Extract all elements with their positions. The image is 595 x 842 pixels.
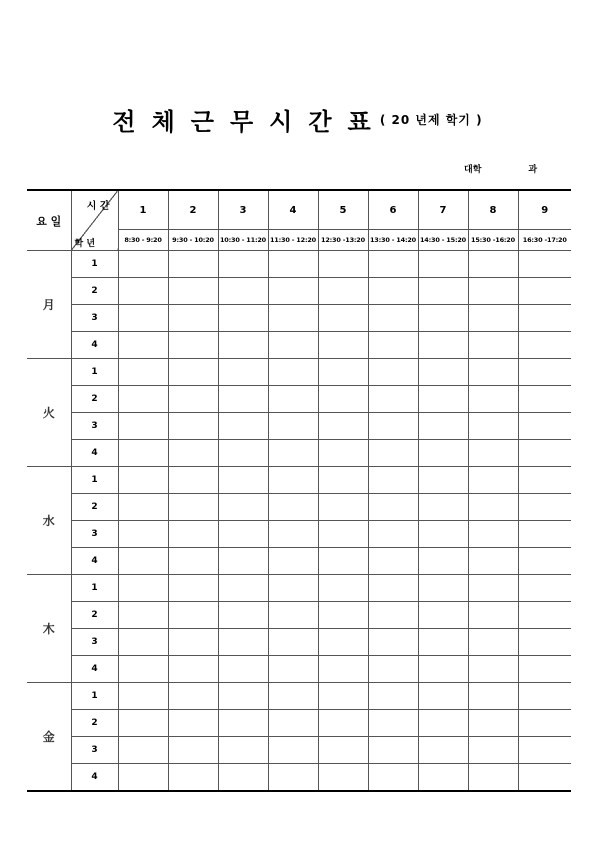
schedule-slot[interactable]	[418, 494, 468, 521]
table-row	[27, 737, 571, 764]
schedule-slot[interactable]	[218, 305, 268, 332]
college-label: 대학	[464, 165, 482, 175]
table-row	[27, 548, 571, 575]
schedule-slot[interactable]	[368, 629, 418, 656]
schedule-slot[interactable]	[468, 683, 518, 710]
schedule-slot[interactable]	[268, 494, 318, 521]
grade-cell: 2	[71, 278, 118, 305]
table-row	[27, 683, 571, 710]
period-number: 2	[168, 190, 218, 230]
schedule-slot[interactable]	[318, 710, 368, 737]
schedule-slot[interactable]	[368, 305, 418, 332]
schedule-slot[interactable]	[368, 575, 418, 602]
schedule-slot[interactable]	[118, 440, 168, 467]
schedule-slot[interactable]	[418, 575, 468, 602]
schedule-slot[interactable]	[368, 710, 418, 737]
grade-cell: 3	[71, 629, 118, 656]
schedule-slot[interactable]	[418, 710, 468, 737]
schedule-slot[interactable]	[468, 764, 518, 792]
schedule-slot[interactable]	[318, 683, 368, 710]
schedule-slot[interactable]	[418, 764, 468, 792]
period-time: 8:30 - 9:20	[118, 230, 168, 251]
schedule-slot[interactable]	[168, 332, 218, 359]
weekday-cell: 火	[27, 359, 71, 467]
grade-cell: 4	[71, 764, 118, 792]
schedule-slot[interactable]	[418, 683, 468, 710]
schedule-slot[interactable]	[468, 440, 518, 467]
schedule-slot[interactable]	[418, 467, 468, 494]
grade-cell: 2	[71, 710, 118, 737]
schedule-slot[interactable]	[118, 656, 168, 683]
schedule-slot[interactable]	[168, 251, 218, 278]
schedule-slot[interactable]	[368, 548, 418, 575]
table-row	[27, 440, 571, 467]
schedule-slot[interactable]	[368, 467, 418, 494]
schedule-slot[interactable]	[218, 251, 268, 278]
schedule-slot[interactable]	[118, 764, 168, 792]
schedule-slot[interactable]	[168, 602, 218, 629]
period-time: 12:30 -13:20	[318, 230, 368, 251]
table-row	[27, 629, 571, 656]
title-semester: ( 20 년제 학기 )	[379, 113, 483, 127]
period-time: 15:30 -16:20	[468, 230, 518, 251]
schedule-slot[interactable]	[318, 278, 368, 305]
schedule-slot[interactable]	[518, 710, 571, 737]
weekday-header: 요 일	[27, 190, 71, 251]
schedule-slot[interactable]	[318, 629, 368, 656]
schedule-slot[interactable]	[368, 413, 418, 440]
schedule-slot[interactable]	[468, 305, 518, 332]
schedule-slot[interactable]	[418, 548, 468, 575]
schedule-slot[interactable]	[218, 602, 268, 629]
schedule-slot[interactable]	[168, 359, 218, 386]
schedule-slot[interactable]	[368, 764, 418, 792]
table-row	[27, 332, 571, 359]
table-row	[27, 764, 571, 792]
schedule-slot[interactable]	[218, 656, 268, 683]
period-number: 7	[418, 190, 468, 230]
schedule-slot[interactable]	[268, 386, 318, 413]
schedule-slot[interactable]	[218, 467, 268, 494]
schedule-slot[interactable]	[218, 575, 268, 602]
schedule-slot[interactable]	[468, 494, 518, 521]
schedule-slot[interactable]	[518, 737, 571, 764]
table-row	[27, 521, 571, 548]
schedule-slot[interactable]	[168, 305, 218, 332]
schedule-slot[interactable]	[168, 575, 218, 602]
period-number: 5	[318, 190, 368, 230]
period-number: 6	[368, 190, 418, 230]
grade-cell: 4	[71, 656, 118, 683]
schedule-slot[interactable]	[118, 521, 168, 548]
schedule-slot[interactable]	[168, 656, 218, 683]
schedule-slot[interactable]	[168, 710, 218, 737]
department-label: 과	[528, 165, 538, 175]
schedule-slot[interactable]	[318, 467, 368, 494]
weekday-cell: 水	[27, 467, 71, 575]
schedule-slot[interactable]	[268, 521, 318, 548]
schedule-slot[interactable]	[168, 278, 218, 305]
schedule-slot[interactable]	[268, 602, 318, 629]
schedule-slot[interactable]	[468, 521, 518, 548]
schedule-slot[interactable]	[118, 494, 168, 521]
table-row	[27, 602, 571, 629]
schedule-slot[interactable]	[168, 683, 218, 710]
schedule-slot[interactable]	[518, 656, 571, 683]
schedule-slot[interactable]	[168, 521, 218, 548]
schedule-slot[interactable]	[418, 386, 468, 413]
period-number: 8	[468, 190, 518, 230]
grade-cell: 4	[71, 440, 118, 467]
schedule-slot[interactable]	[518, 467, 571, 494]
schedule-slot[interactable]	[418, 359, 468, 386]
grade-cell: 3	[71, 737, 118, 764]
schedule-slot[interactable]	[118, 278, 168, 305]
schedule-slot[interactable]	[268, 575, 318, 602]
schedule-slot[interactable]	[168, 467, 218, 494]
schedule-slot[interactable]	[468, 629, 518, 656]
table-row	[27, 413, 571, 440]
schedule-slot[interactable]	[318, 494, 368, 521]
title-main: 전체근무시간표	[112, 108, 387, 136]
table-row	[27, 494, 571, 521]
schedule-slot[interactable]	[118, 602, 168, 629]
schedule-slot[interactable]	[418, 278, 468, 305]
schedule-slot[interactable]	[418, 440, 468, 467]
schedule-slot[interactable]	[518, 521, 571, 548]
schedule-slot[interactable]	[118, 305, 168, 332]
schedule-slot[interactable]	[268, 548, 318, 575]
table-row	[27, 305, 571, 332]
schedule-slot[interactable]	[168, 629, 218, 656]
schedule-slot[interactable]	[518, 386, 571, 413]
schedule-slot[interactable]	[268, 278, 318, 305]
schedule-slot[interactable]	[318, 656, 368, 683]
table-row	[27, 710, 571, 737]
schedule-slot[interactable]	[368, 521, 418, 548]
table-row	[27, 359, 571, 386]
schedule-slot[interactable]	[218, 332, 268, 359]
schedule-slot[interactable]	[118, 359, 168, 386]
period-time: 14:30 - 15:20	[418, 230, 468, 251]
schedule-slot[interactable]	[118, 548, 168, 575]
grade-cell: 3	[71, 305, 118, 332]
schedule-slot[interactable]	[468, 413, 518, 440]
schedule-slot[interactable]	[318, 521, 368, 548]
schedule-slot[interactable]	[468, 602, 518, 629]
schedule-slot[interactable]	[518, 251, 571, 278]
schedule-slot[interactable]	[418, 602, 468, 629]
schedule-slot[interactable]	[518, 278, 571, 305]
schedule-slot[interactable]	[368, 656, 418, 683]
time-label: 시 간	[86, 201, 110, 212]
schedule-slot[interactable]	[218, 494, 268, 521]
period-number: 4	[268, 190, 318, 230]
schedule-slot[interactable]	[268, 764, 318, 792]
period-number: 1	[118, 190, 168, 230]
schedule-slot[interactable]	[468, 575, 518, 602]
schedule-slot[interactable]	[118, 386, 168, 413]
schedule-slot[interactable]	[168, 548, 218, 575]
schedule-slot[interactable]	[218, 278, 268, 305]
schedule-slot[interactable]	[518, 332, 571, 359]
schedule-slot[interactable]	[268, 251, 318, 278]
schedule-slot[interactable]	[468, 467, 518, 494]
schedule-slot[interactable]	[118, 413, 168, 440]
schedule-slot[interactable]	[118, 575, 168, 602]
schedule-slot[interactable]	[518, 602, 571, 629]
schedule-slot[interactable]	[318, 575, 368, 602]
schedule-slot[interactable]	[318, 359, 368, 386]
grade-cell: 2	[71, 602, 118, 629]
schedule-slot[interactable]	[218, 764, 268, 792]
period-number: 9	[518, 190, 571, 230]
schedule-slot[interactable]	[368, 251, 418, 278]
schedule-slot[interactable]	[468, 710, 518, 737]
grade-cell: 1	[71, 683, 118, 710]
schedule-slot[interactable]	[218, 521, 268, 548]
schedule-slot[interactable]	[418, 521, 468, 548]
schedule-slot[interactable]	[368, 278, 418, 305]
schedule-slot[interactable]	[218, 440, 268, 467]
schedule-slot[interactable]	[518, 413, 571, 440]
schedule-slot[interactable]	[368, 494, 418, 521]
grade-label: 학 년	[74, 239, 96, 249]
schedule-slot[interactable]	[418, 656, 468, 683]
schedule-slot[interactable]	[368, 737, 418, 764]
schedule-table	[27, 189, 571, 792]
schedule-slot[interactable]	[518, 764, 571, 792]
weekday-cell: 月	[27, 251, 71, 359]
schedule-slot[interactable]	[118, 629, 168, 656]
schedule-slot[interactable]	[518, 494, 571, 521]
grade-cell: 1	[71, 575, 118, 602]
period-time: 11:30 - 12:20	[268, 230, 318, 251]
schedule-slot[interactable]	[318, 386, 368, 413]
schedule-slot[interactable]	[518, 575, 571, 602]
schedule-slot[interactable]	[518, 548, 571, 575]
schedule-slot[interactable]	[318, 251, 368, 278]
schedule-slot[interactable]	[268, 629, 318, 656]
schedule-slot[interactable]	[268, 737, 318, 764]
schedule-slot[interactable]	[468, 278, 518, 305]
table-row	[27, 386, 571, 413]
grade-cell: 1	[71, 359, 118, 386]
period-number: 3	[218, 190, 268, 230]
schedule-slot[interactable]	[368, 602, 418, 629]
schedule-slot[interactable]	[418, 737, 468, 764]
schedule-slot[interactable]	[218, 359, 268, 386]
period-time: 13:30 - 14:20	[368, 230, 418, 251]
schedule-slot[interactable]	[418, 629, 468, 656]
schedule-slot[interactable]	[168, 386, 218, 413]
schedule-slot[interactable]	[118, 710, 168, 737]
schedule-slot[interactable]	[468, 737, 518, 764]
schedule-slot[interactable]	[218, 683, 268, 710]
schedule-slot[interactable]	[518, 683, 571, 710]
schedule-slot[interactable]	[118, 332, 168, 359]
grade-cell: 2	[71, 386, 118, 413]
schedule-slot[interactable]	[118, 251, 168, 278]
schedule-slot[interactable]	[268, 332, 318, 359]
schedule-slot[interactable]	[318, 737, 368, 764]
schedule-slot[interactable]	[268, 683, 318, 710]
table-row	[27, 467, 571, 494]
schedule-slot[interactable]	[218, 710, 268, 737]
schedule-slot[interactable]	[218, 629, 268, 656]
schedule-slot[interactable]	[168, 764, 218, 792]
schedule-slot[interactable]	[318, 440, 368, 467]
grade-cell: 1	[71, 251, 118, 278]
schedule-slot[interactable]	[268, 467, 318, 494]
grade-cell: 4	[71, 548, 118, 575]
grade-cell: 3	[71, 521, 118, 548]
schedule-slot[interactable]	[518, 629, 571, 656]
schedule-slot[interactable]	[368, 359, 418, 386]
schedule-slot[interactable]	[168, 413, 218, 440]
schedule-slot[interactable]	[468, 332, 518, 359]
department-line	[464, 162, 537, 175]
schedule-slot[interactable]	[368, 440, 418, 467]
table-row	[27, 575, 571, 602]
grade-cell: 1	[71, 467, 118, 494]
weekday-cell: 金	[27, 683, 71, 792]
schedule-slot[interactable]	[368, 386, 418, 413]
schedule-slot[interactable]	[268, 656, 318, 683]
schedule-slot[interactable]	[468, 359, 518, 386]
schedule-slot[interactable]	[418, 251, 468, 278]
schedule-slot[interactable]	[318, 413, 368, 440]
table-row	[27, 656, 571, 683]
schedule-slot[interactable]	[318, 764, 368, 792]
schedule-slot[interactable]	[218, 413, 268, 440]
schedule-slot[interactable]	[118, 683, 168, 710]
schedule-slot[interactable]	[118, 467, 168, 494]
schedule-slot[interactable]	[518, 440, 571, 467]
grade-cell: 2	[71, 494, 118, 521]
schedule-slot[interactable]	[168, 737, 218, 764]
schedule-slot[interactable]	[518, 359, 571, 386]
schedule-slot[interactable]	[218, 386, 268, 413]
schedule-slot[interactable]	[368, 683, 418, 710]
schedule-slot[interactable]	[268, 440, 318, 467]
schedule-slot[interactable]	[318, 602, 368, 629]
period-time: 10:30 - 11:20	[218, 230, 268, 251]
schedule-slot[interactable]	[368, 332, 418, 359]
period-time: 16:30 -17:20	[518, 230, 571, 251]
schedule-slot[interactable]	[268, 710, 318, 737]
schedule-slot[interactable]	[468, 656, 518, 683]
schedule-slot[interactable]	[468, 548, 518, 575]
schedule-slot[interactable]	[268, 413, 318, 440]
schedule-slot[interactable]	[418, 305, 468, 332]
schedule-slot[interactable]	[268, 359, 318, 386]
schedule-slot[interactable]	[318, 305, 368, 332]
time-grade-header	[71, 190, 118, 251]
schedule-slot[interactable]	[318, 332, 368, 359]
schedule-slot[interactable]	[168, 440, 218, 467]
table-row	[27, 251, 571, 278]
grade-cell: 4	[71, 332, 118, 359]
schedule-slot[interactable]	[218, 737, 268, 764]
schedule-slot[interactable]	[318, 548, 368, 575]
schedule-slot[interactable]	[468, 386, 518, 413]
grade-cell: 3	[71, 413, 118, 440]
schedule-slot[interactable]	[218, 548, 268, 575]
schedule-slot[interactable]	[418, 413, 468, 440]
schedule-slot[interactable]	[168, 494, 218, 521]
table-row	[27, 278, 571, 305]
page-title	[0, 102, 595, 137]
period-time: 9:30 - 10:20	[168, 230, 218, 251]
schedule-slot[interactable]	[118, 737, 168, 764]
schedule-slot[interactable]	[468, 251, 518, 278]
schedule-slot[interactable]	[518, 305, 571, 332]
schedule-slot[interactable]	[268, 305, 318, 332]
schedule-slot[interactable]	[418, 332, 468, 359]
weekday-cell: 木	[27, 575, 71, 683]
